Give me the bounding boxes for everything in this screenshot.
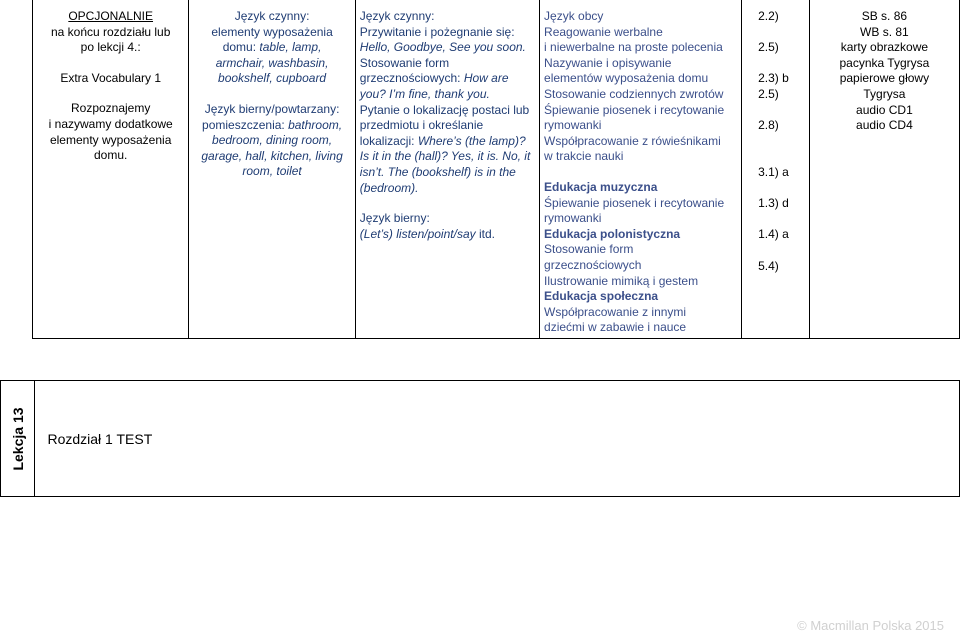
social-education-heading: Edukacja społeczna [544, 289, 659, 304]
lesson-label-cell [1, 381, 35, 497]
passive-language-label: Język bierny: [359, 211, 430, 226]
curriculum-ref: 2.5) [758, 40, 779, 55]
optional-line: po lekcji 4.: [80, 40, 141, 55]
curriculum-ref: 1.4) a [758, 227, 789, 242]
curriculum-ref: 3.1) a [758, 164, 789, 179]
lesson-title-cell [35, 381, 960, 497]
structure-line: Hello, Goodbye, See you soon. [359, 40, 526, 55]
extra-vocabulary-title: Extra Vocabulary 1 [60, 70, 162, 85]
optional-heading: OPCJONALNIE [68, 9, 154, 23]
structure-line: Is it in the (hall)? Yes, it is. No, it [359, 149, 531, 164]
vocab-line: bookshelf, cupboard [218, 71, 327, 86]
objective-item: rymowanki [544, 118, 602, 133]
copyright-footer: © Macmillan Polska 2015 [797, 618, 944, 633]
curriculum-ref: 2.2) [758, 9, 779, 23]
structure-line: przedmiotu i określanie [359, 118, 484, 133]
optional-line: na końcu rozdziału lub [50, 24, 171, 39]
curriculum-ref: 5.4) [758, 258, 779, 273]
curriculum-ref-spacer [746, 149, 805, 165]
structure-line: lokalizacji: Where’s (the lamp)? [359, 133, 526, 148]
vocab-line: bedroom, dining room, [212, 133, 333, 148]
curriculum-ref: 1.3) d [758, 196, 789, 211]
objective-item: dziećmi w zabawie i nauce [544, 320, 687, 335]
structure-line: Pytanie o lokalizację postaci lub [359, 102, 530, 117]
objective-item: elementów wyposażenia domu [544, 71, 709, 86]
active-language-label: Język czynny: [359, 9, 435, 23]
curriculum-ref-spacer [746, 134, 805, 150]
structure-line: (bedroom). [359, 180, 419, 195]
optional-desc: i nazywamy dodatkowe [48, 116, 173, 131]
structure-line: (Let’s) listen/point/say itd. [359, 226, 495, 241]
objective-item: w trakcie nauki [544, 149, 624, 164]
passive-language-label: Język bierny/powtarzany: [204, 101, 340, 116]
vocab-line: domu: table, lamp, [222, 40, 322, 55]
curriculum-ref: 2.5) [758, 86, 779, 101]
objective-item: Śpiewanie piosenek i recytowanie [544, 102, 725, 117]
curriculum-refs-column [742, 0, 810, 338]
structure-line: isn’t. The (bookshelf) is in the [359, 164, 516, 179]
structures-column [355, 0, 539, 338]
structure-line: grzecznościowych: How are [359, 71, 509, 86]
objective-item: rymowanki [544, 211, 602, 226]
structure-line: Stosowanie form [359, 55, 450, 70]
material-item: SB s. 86 [861, 9, 908, 23]
material-item: papierowe głowy [839, 71, 930, 86]
optional-desc: Rozpoznajemy [70, 101, 151, 116]
optional-column [33, 0, 189, 338]
foreign-language-heading: Język obcy [544, 9, 604, 23]
material-item: pacynka Tygrysa [839, 55, 930, 70]
optional-desc: domu. [94, 148, 128, 163]
material-item: karty obrazkowe [840, 40, 929, 55]
music-education-heading: Edukacja muzyczna [544, 179, 658, 194]
curriculum-ref-spacer [746, 212, 805, 228]
material-item: WB s. 81 [860, 24, 909, 39]
objective-item: Współpracowanie z innymi [544, 304, 687, 319]
lesson-title: Rozdział 1 TEST [47, 430, 153, 447]
objective-item: Stosowanie form [544, 242, 634, 257]
curriculum-ref-spacer [746, 181, 805, 197]
vocab-intro: elementy wyposażenia [211, 24, 333, 39]
polish-education-heading: Edukacja polonistyczna [544, 226, 681, 241]
objective-item: Współpracowanie z rówieśnikami [544, 133, 721, 148]
objective-item: Reagowanie werbalne [544, 24, 663, 39]
curriculum-ref-spacer [746, 243, 805, 259]
lesson-label: Lekcja 13 [9, 406, 26, 471]
table-row [1, 381, 960, 497]
objective-item: Ilustrowanie mimiką i gestem [544, 273, 699, 288]
vocab-line: pomieszczenia: bathroom, [202, 117, 343, 132]
table-row [33, 0, 960, 338]
objective-item: Śpiewanie piosenek i recytowanie [544, 195, 725, 210]
lesson-13-table [0, 380, 960, 497]
vocab-line: room, toilet [242, 164, 302, 179]
objective-item: grzecznościowych [544, 257, 642, 272]
vocabulary-column [189, 0, 355, 338]
material-item: audio CD4 [856, 118, 913, 133]
structure-line: you? I’m fine, thank you. [359, 86, 490, 101]
materials-column [809, 0, 959, 338]
curriculum-ref: 2.8) [758, 118, 779, 133]
curriculum-ref-spacer [746, 103, 805, 119]
lesson-plan-table [32, 0, 960, 339]
material-item: Tygrysa [863, 86, 906, 101]
curriculum-ref: 2.3) b [758, 71, 789, 86]
vocab-line: armchair, washbasin, [215, 55, 329, 70]
material-item: audio CD1 [856, 102, 913, 117]
structure-line: Przywitanie i pożegnanie się: [359, 24, 515, 39]
objective-item: Nazywanie i opisywanie [544, 55, 672, 70]
objective-item: Stosowanie codziennych zwrotów [544, 86, 724, 101]
active-language-label: Język czynny: [234, 9, 310, 23]
vocab-line: garage, hall, kitchen, living [201, 148, 343, 163]
objective-item: i niewerbalne na proste polecenia [544, 40, 723, 55]
curriculum-ref-spacer [746, 25, 805, 41]
curriculum-ref-spacer [746, 56, 805, 72]
objectives-column [540, 0, 742, 338]
optional-desc: elementy wyposażenia [49, 132, 172, 147]
